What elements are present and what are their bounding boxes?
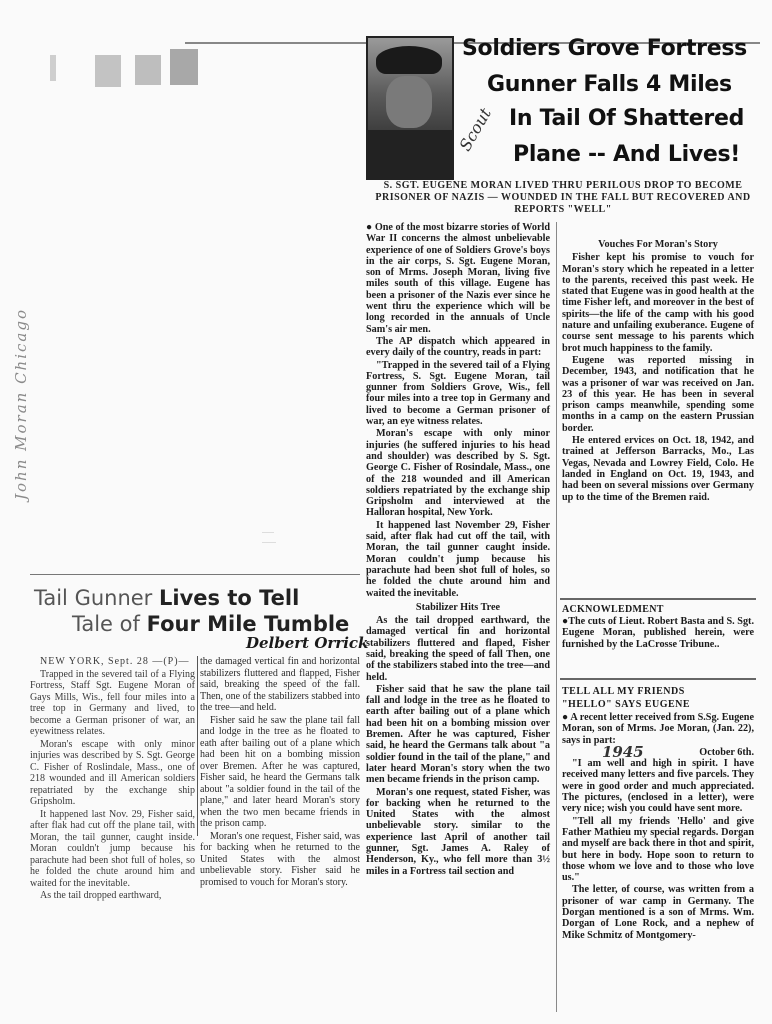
letter-title-line-1: TELL ALL MY FRIENDS [562, 686, 685, 697]
secondary-article-column-1 [30, 656, 195, 903]
main-headline-line-3: In Tail Of Shattered [509, 106, 745, 131]
paragraph: Fisher said that he saw the plane tail fall and lodge in the tree as he floated to earth after bailing out of a plane which had been hit on a bombing mission over Bremen. After he was captured, Fisher said, he heard the Germans talk about "a soldier found in the tail of the plane," and later heard Moran's story when the two men became friends in the prison camp. [366, 683, 550, 786]
paragraph: The AP dispatch which appeared in every daily of the country, reads in part: [366, 335, 550, 359]
paragraph: Moran's escape with only minor injuries was described by S. Sgt. George C. Fisher of Roslindale, Mass., one of 218 wounded and ill American soldiers repatriated by the exchange ship Gripsholm. [30, 738, 195, 807]
headline-bold-part: Lives to Tell [159, 586, 300, 610]
cap-shape [376, 46, 442, 74]
paragraph: Trapped in the severed tail of a Flying Fortress, Staff Sgt. Eugene Moran of Gays Mills, Wis., fell four miles into a tree top in Germany and lived, to become a German prisoner of war, an eyewitness relates. [30, 668, 195, 737]
secondary-article-top-rule [30, 574, 360, 575]
paragraph: Eugene was reported missing in December, 1943, and notification that he was a prisoner of war was received on Jan. 23 of this year. He has been in several prison camps meanwhile, spending some months in a camp on the eastern Prussian border. [562, 354, 754, 434]
main-headline-line-2: Gunner Falls 4 Miles [487, 72, 732, 97]
faint-text-fragment: ...... ....... [262, 526, 276, 545]
handwritten-year: 1945 [602, 742, 644, 761]
main-article-column-1 [366, 222, 550, 878]
paragraph: Moran's one request, stated Fisher, was for backing when he returned to the United States with the almost unbelievable story. similar to the experience last April of another tail gunner, Sgt. James A. Raley of Henderson, Ky., who fell more than 3½ miles in a Fortress tail section and [366, 786, 550, 877]
dateline: NEW YORK, Sept. 28 —(P)— [40, 656, 190, 667]
letter-title-line-2: "HELLO" SAYS EUGENE [562, 699, 691, 710]
letter-article [562, 686, 754, 942]
paragraph: As the tail dropped earthward, the damaged vertical fin and horizontal stabilizers fluttered and flaped, Fisher said, breaking the speed of fall Then, one of the stabilizers stabed into the tree—and held. [366, 615, 550, 683]
secondary-headline-line-1 [34, 586, 299, 610]
acknowledgment-title: ACKNOWLEDMENT [562, 604, 664, 615]
secondary-article-column-2 [200, 656, 360, 889]
secondary-column-divider [197, 656, 198, 836]
handwritten-signature-scout: Scout [455, 104, 495, 155]
face-shape [386, 76, 432, 128]
paragraph: Moran's one request, Fisher said, was for backing when he returned to the United States with the almost unbelievable story. Fisher said he promised to vouch for Moran's story. [200, 830, 360, 888]
acknowledgment-body: ●The cuts of Lieut. Robert Basta and S. Sgt. Eugene Moran, published herein, were furnished by the LaCrosse Tribune.. [562, 615, 754, 650]
letter-date-row [562, 742, 754, 761]
acknowledgment-box [562, 604, 754, 650]
handwritten-signature-delbert: Delbert Orrick [246, 634, 369, 652]
soldier-portrait-photo [366, 36, 454, 180]
headline-light-part: Tale of [72, 612, 147, 636]
section-rule [560, 598, 756, 600]
column-divider [556, 222, 557, 1012]
subhead-vouches: Vouches For Moran's Story [598, 239, 718, 250]
headline-bold-part: Four Mile Tumble [146, 612, 350, 636]
main-article-deck: S. SGT. EUGENE MORAN LIVED THRU PERILOUS DROP TO BECOME PRISONER OF NAZIS — WOUNDED IN THE FALL BUT RECOVERED AND REPORTS "WELL" [375, 180, 751, 215]
subhead-stabilizer: Stabilizer Hits Tree [415, 601, 501, 613]
paragraph: He entered ervices on Oct. 18, 1942, and trained at Jefferson Barracks, Mo., Las Vegas, Nevada and Lowrey Field, Colo. He landed in England on Oct. 19, 1943, and had been on several missions over Germany up to the time of the Bremen raid. [562, 435, 754, 503]
paragraph: Fisher said he saw the plane tail fall and lodge in the tree as he floated to eath after bailing out of a plane which had been hit on a bombing mission over Bremen. After he was captured, Fisher said, he heard the Germans talk about "a soldier found in the tail of the plane," and later heard Moran's story when the two men became friends in the prison camp. [200, 714, 360, 829]
paragraph: Moran's escape with only minor injuries (he suffered injuries to his head and shoulder) was described by S. Sgt. George C. Fisher of Rosindale, Mass., one of the 218 wounded and ill American soldiers repatriated by the exchange ship Gripsholm and interviewed at the Halloran hospital, New York. [366, 428, 550, 519]
paragraph: The letter, of course, was written from a prisoner of war camp in Germany. The Dorgan mentioned is a son of Mrms. Wm. Dorgan of Lone Rock, and a nephew of Mike Schmitz of Montgomery- [562, 884, 754, 941]
paragraph: Fisher kept his promise to vouch for Moran's story which he repeated in a letter to the parents, received this past week. He stated that Eugene was in good health at the time Fisher left, and moreover in the best of spirits—the life of the camp with his good nature and unfailing exuberance. Eugene of course sent message to his parents which brot much happiness to the family. [562, 252, 754, 354]
headline-light-part: Tail Gunner [34, 586, 159, 610]
faint-masthead-remnants [50, 55, 210, 85]
paragraph: It happened last November 29, Fisher said, after flak had cut off the tail, with Moran, the tail gunner caught inside. Moran couldn't jump because his parachute had been shot full of holes, so he folded the chute around him and waited the inevitable. [366, 519, 550, 599]
handwritten-margin-note: John Moran Chicago [12, 308, 30, 500]
main-headline-line-4: Plane -- And Lives! [513, 142, 741, 167]
paragraph: It happened last Nov. 29, Fisher said, after flak had cut off the plane tail, with Moran, the tail gunner, caught inside. Moran couldn't jump because his parachute had been shot full of holes, so he folded the chute around him and waited for the inevitable. [30, 808, 195, 889]
letter-date: October 6th. [699, 746, 754, 758]
paragraph: As the tail dropped earthward, [40, 890, 162, 901]
secondary-headline-line-2 [72, 612, 349, 636]
letter-intro: ● A recent letter received from S.Sg. Eugene Moran, son of Mrms. Joe Moran, (Jan. 22), says in part: [562, 712, 754, 746]
paragraph: "Trapped in the severed tail of a Flying Fortress, S. Sgt. Eugene Moran, tail gunner from Soldiers Grove, Wis., fell four miles into a tree top in Germany and lived to become a German prisoner of war, an eye witness relates. [366, 359, 550, 428]
paragraph: "Tell all my friends 'Hello' and give Father Mathieu my special regards. Dorgan and myself are back there in thot and spirit, but here in body. Hope soon to return to those whom we love and to those who love us." [562, 815, 754, 884]
paragraph: "I am well and high in spirit. I have received many letters and five parcels. They were in good order and much appreciated. The pictures, (enclosed in a letter), were very nice; wish you could have sent more. [562, 758, 754, 815]
paragraph: the damaged vertical fin and horizontal stabilizers fluttered and flapped, Fisher said, breaking the speed of the fall. Then, one of the stabilizers stabbed into the tree—and held. [200, 656, 360, 713]
main-headline-line-1: Soldiers Grove Fortress [462, 36, 747, 61]
uniform-shape [368, 130, 452, 178]
paragraph: ● One of the most bizarre stories of World War II concerns the almost unbelievable experience of one of Soldiers Grove's boys in the air corps, S. Sgt. Eugene Moran, son of Mrms. Joseph Moran, living five miles south of this village. Eugene has been a prisoner of the Nazis ever since he went thru the experience which will be long recorded in the annuals of Uncle Sam's air men. [366, 222, 550, 335]
main-article-column-2 [562, 236, 754, 504]
section-rule [560, 678, 756, 680]
